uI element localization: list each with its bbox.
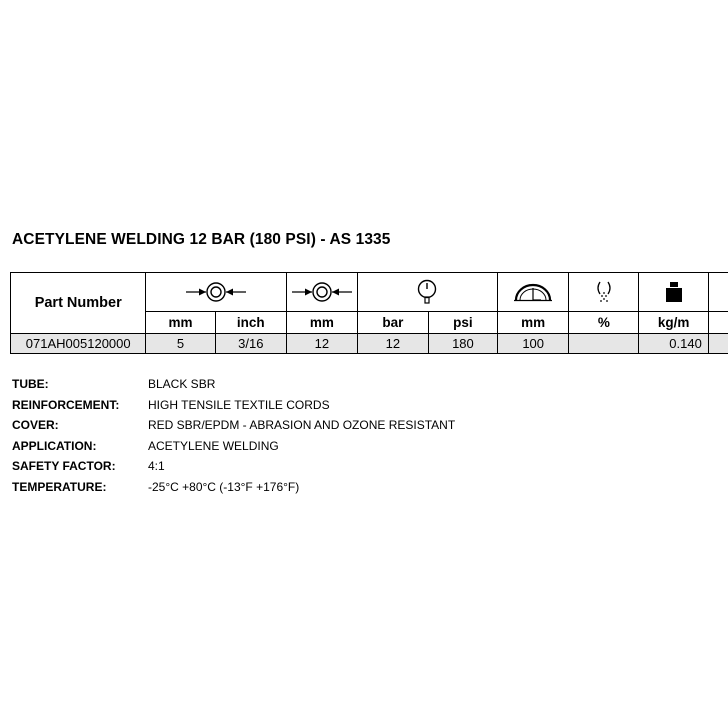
inner-diameter-icon — [184, 281, 248, 303]
od-mm-value: 12 — [286, 334, 357, 354]
property-value: 4:1 — [148, 459, 165, 474]
property-value: BLACK SBR — [148, 377, 216, 391]
outer-diameter-icon — [290, 281, 354, 303]
unit-id-inch: inch — [215, 312, 286, 334]
property-value: -25°C +80°C (-13°F +176°F) — [148, 479, 300, 494]
id-inch-value: 3/16 — [215, 334, 286, 354]
unit-bend-mm: mm — [497, 312, 568, 334]
spec-table — [10, 272, 728, 354]
unit-vacuum-pct: % — [569, 312, 639, 334]
unit-od-mm: mm — [286, 312, 357, 334]
bend-radius-icon — [513, 281, 553, 303]
vacuum-pct-value — [569, 334, 639, 354]
bend-radius-cell — [497, 273, 568, 312]
extra-column-cell — [708, 273, 728, 312]
property-value: ACETYLENE WELDING — [148, 438, 279, 453]
value-extra — [708, 334, 728, 354]
table-row — [11, 334, 728, 354]
unit-extra — [708, 312, 728, 334]
unit-wp-psi: psi — [428, 312, 497, 334]
outer-diameter-cell — [286, 273, 357, 312]
property-label: REINFORCEMENT: — [12, 397, 120, 412]
id-mm-value: 5 — [146, 334, 215, 354]
page-title: ACETYLENE WELDING 12 BAR (180 PSI) - AS 1335 — [12, 231, 391, 248]
unit-wp-bar: bar — [357, 312, 428, 334]
property-label: TEMPERATURE: — [12, 479, 107, 494]
unit-id-mm: mm — [146, 312, 215, 334]
pressure-gauge-icon — [415, 279, 439, 305]
property-label: TUBE: — [12, 377, 49, 391]
vacuum-icon — [594, 280, 614, 304]
bend-mm-value: 100 — [497, 334, 568, 354]
part-number-header: Part Number — [11, 273, 146, 334]
working-pressure-cell — [357, 273, 497, 312]
part-number-value: 071AH005120000 — [11, 334, 146, 354]
property-value: HIGH TENSILE TEXTILE CORDS — [148, 397, 330, 412]
vacuum-cell — [569, 273, 639, 312]
property-value: RED SBR/EPDM - ABRASION AND OZONE RESISTANT — [148, 418, 456, 433]
wp-psi-value: 180 — [428, 334, 497, 354]
weight-cell — [639, 273, 708, 312]
wp-bar-value: 12 — [357, 334, 428, 354]
weight-kgm-value: 0.140 — [639, 334, 708, 354]
inner-diameter-cell — [146, 273, 287, 312]
property-label: APPLICATION: — [12, 438, 97, 453]
weight-icon — [664, 281, 684, 303]
unit-weight-kgm: kg/m — [639, 312, 708, 334]
property-label: SAFETY FACTOR: — [12, 459, 116, 474]
property-label: COVER: — [12, 418, 59, 433]
